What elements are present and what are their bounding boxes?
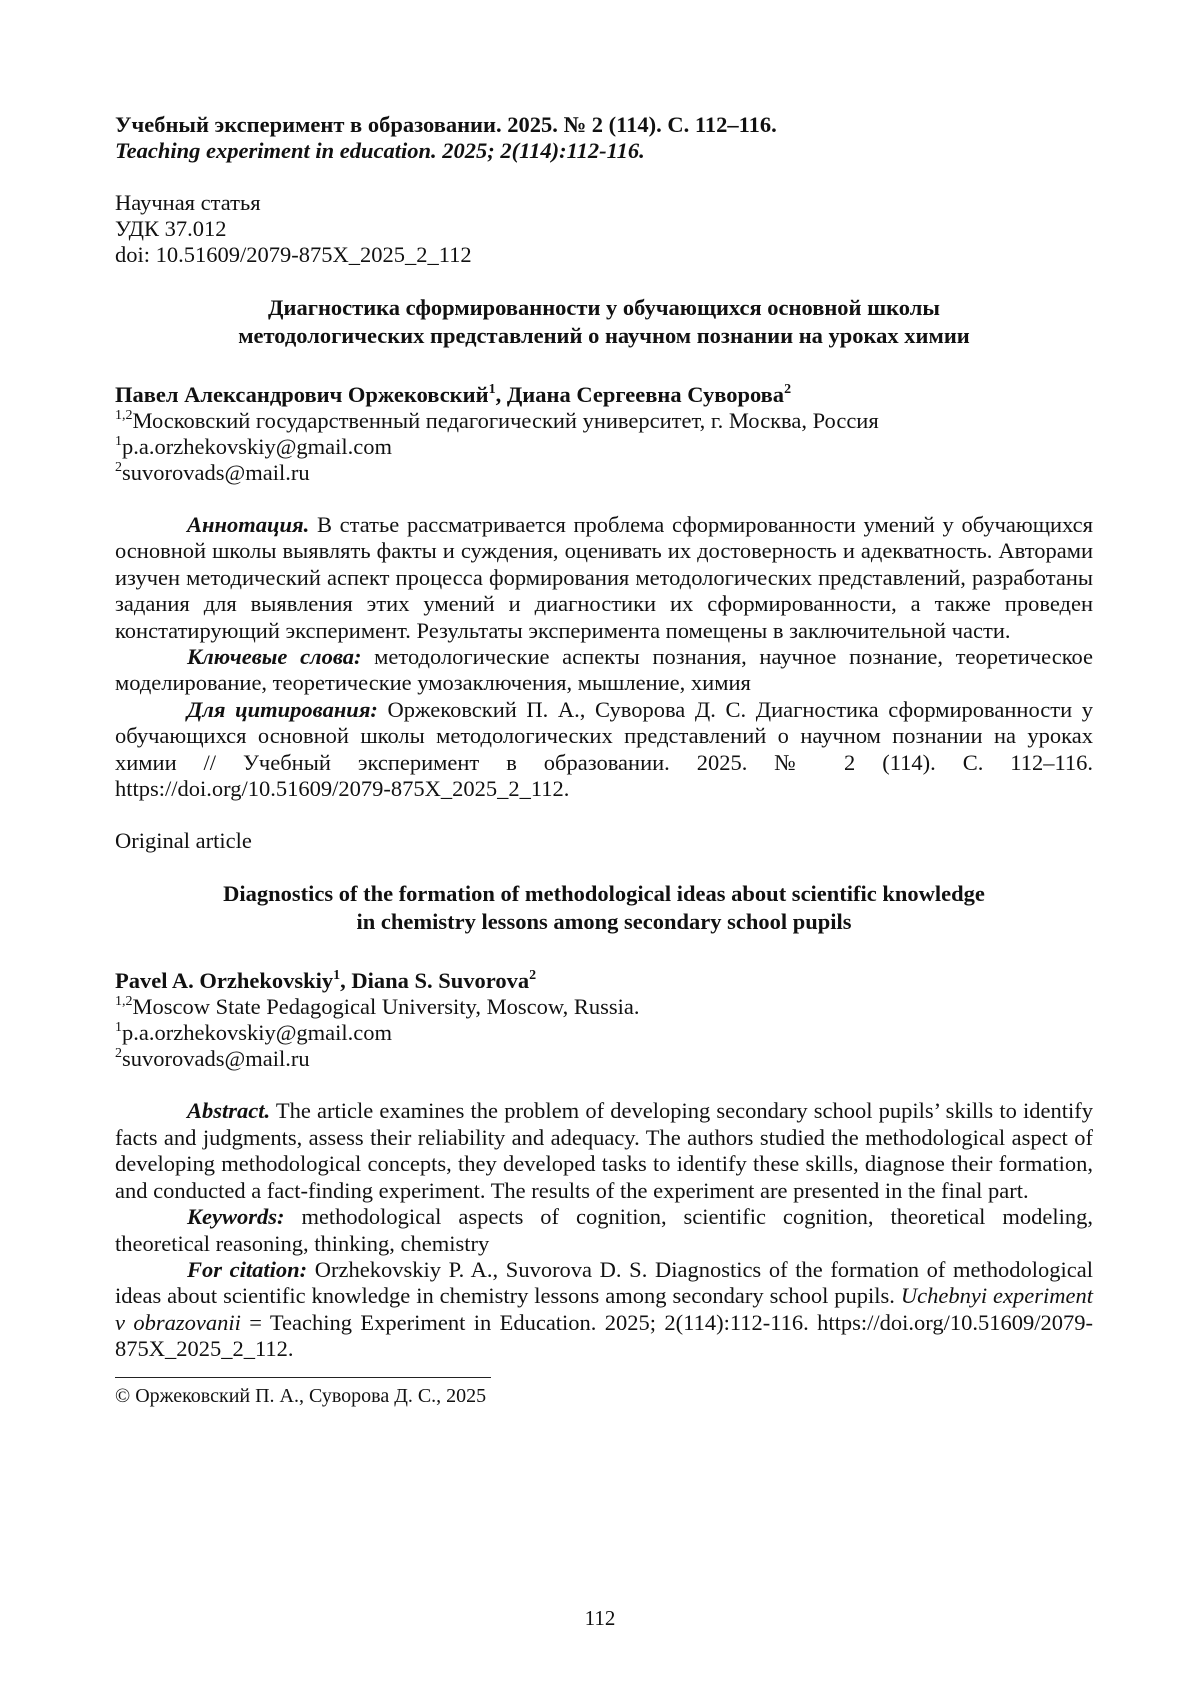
title-ru-line2: методологических представлений о научном познании на уроках химии	[238, 323, 970, 348]
affiliation-ru	[115, 408, 1093, 434]
keywords-en	[115, 1204, 1093, 1257]
keywords-en-text: methodological aspects of cognition, scientific cognition, theoretical modeling, theoretical reasoning, thinking, chemistry	[115, 1204, 1093, 1256]
email1-en-sup: 1	[115, 1020, 122, 1036]
authors-ru	[115, 382, 1093, 408]
title-en-line1: Diagnostics of the formation of methodological ideas about scientific knowledge	[223, 881, 985, 907]
page-number: 112	[584, 1606, 616, 1630]
copyright-footnote: © Оржековский П. А., Суворова Д. С., 2025	[115, 1384, 487, 1407]
citation-en-journal: Uchebnyi experiment v obrazovanii	[115, 1283, 1093, 1335]
abstract-ru	[115, 512, 1093, 644]
email2-en-text[interactable]: suvorovads@mail.ru	[122, 1046, 310, 1072]
citation-ru	[115, 697, 1093, 803]
author2-en: Diana S. Suvorova	[351, 968, 530, 994]
authors-en-sep: ,	[340, 968, 352, 994]
author1-en-sup: 1	[333, 968, 341, 984]
article-page	[115, 112, 1093, 1408]
citation-en-post: = Teaching Experiment in Education. 2025; 2(114):112-116. https://doi.org/10.51609/2079-875X_2025_2_112.	[115, 1309, 1093, 1362]
affiliation-en-sup: 1,2	[115, 994, 133, 1010]
email1-en-text[interactable]: p.a.orzhekovskiy@gmail.com	[122, 1020, 393, 1046]
title-en	[115, 880, 1093, 936]
authors-en	[115, 968, 1093, 994]
citation-ru-label: Для цитирования:	[187, 696, 378, 722]
email1-ru-text[interactable]: p.a.orzhekovskiy@gmail.com	[122, 434, 393, 459]
author2-ru: Диана Сергеевна Суворова	[506, 382, 785, 407]
email1-ru	[115, 434, 1093, 460]
title-ru-line1: Диагностика сформированности у обучающихся основной школы	[268, 295, 940, 320]
author1-ru-sup: 1	[488, 382, 496, 397]
keywords-ru-text: методологические аспекты познания, научное познание, теоретическое моделирование, теоретические умозаключения, мышление, химия	[115, 644, 1093, 696]
citation-ru-text: Оржековский П. А., Суворова Д. С. Диагностика сформированности у обучающихся основной школы методологических представлений о научном познании на уроках химии // Учебный эксперимент в образовании. 2025. № 2 (114). С. 112–116. https://doi.org/10.51609/2079-875X_2025_2_112.	[115, 696, 1093, 802]
author2-en-sup: 2	[529, 968, 537, 984]
authors-ru-sep: ,	[495, 382, 507, 407]
citation-en-label: For citation:	[187, 1256, 308, 1282]
udk: УДК 37.012	[115, 216, 227, 241]
article-type-en: Original article	[115, 828, 252, 854]
abstract-en-text: The article examines the problem of developing secondary school pupils’ skills to identify facts and judgments, assess their reliability and adequacy. The authors studied the methodological aspect of developing methodological concepts, they developed tasks to identify these skills, diagnose their formation, and conducted a fact-finding experiment. The results of the experiment are presented in the final part.	[115, 1098, 1093, 1203]
title-en-line2: in chemistry lessons among secondary school pupils	[356, 909, 852, 935]
email2-ru-sup: 2	[115, 460, 122, 475]
abstract-en	[115, 1098, 1093, 1204]
journal-ref-ru: Учебный эксперимент в образовании. 2025. № 2 (114). С. 112–116.	[115, 112, 777, 137]
citation-en	[115, 1257, 1093, 1363]
author1-ru: Павел Александрович Оржековский	[115, 382, 489, 407]
author2-ru-sup: 2	[784, 382, 792, 397]
email1-ru-sup: 1	[115, 434, 122, 449]
email1-en	[115, 1020, 1093, 1046]
journal-ref-en: Teaching experiment in education. 2025; 2(114):112-116.	[115, 138, 645, 163]
footnote-divider	[115, 1377, 491, 1378]
keywords-ru	[115, 644, 1093, 697]
abstract-ru-label: Аннотация.	[187, 512, 310, 537]
keywords-en-label: Keywords:	[187, 1204, 285, 1230]
affiliation-ru-sup: 1,2	[115, 408, 133, 423]
abstract-ru-text: В статье рассматривается проблема сформированности умений у обучающихся основной школы выявлять факты и суждения, оценивать их достоверность и адекватность. Авторами изучен методический аспект процесса формирования методологических представлений, разработаны задания для выявления этих умений и диагностики их сформированности, а также проведен констатирующий эксперимент. Результаты эксперимента помещены в заключительной части.	[115, 512, 1093, 643]
email2-en	[115, 1046, 1093, 1072]
citation-en-pre: Orzhekovskiy P. A., Suvorova D. S. Diagnostics of the formation of methodological ideas about scientific knowledge in chemistry lessons among secondary school pupils.	[115, 1256, 1094, 1309]
email2-en-sup: 2	[115, 1046, 122, 1062]
article-type-ru: Научная статья	[115, 190, 261, 215]
affiliation-ru-text: Московский государственный педагогический университет, г. Москва, Россия	[132, 408, 879, 433]
affiliation-en	[115, 994, 1093, 1020]
title-ru	[115, 294, 1093, 350]
email2-ru-text[interactable]: suvorovads@mail.ru	[122, 460, 310, 485]
keywords-ru-label: Ключевые слова:	[187, 644, 362, 670]
abstract-en-label: Abstract.	[187, 1098, 271, 1124]
author1-en: Pavel A. Orzhekovskiy	[115, 968, 334, 994]
doi: doi: 10.51609/2079-875X_2025_2_112	[115, 242, 472, 267]
affiliation-en-text: Moscow State Pedagogical University, Moscow, Russia.	[132, 994, 640, 1020]
email2-ru	[115, 460, 1093, 486]
